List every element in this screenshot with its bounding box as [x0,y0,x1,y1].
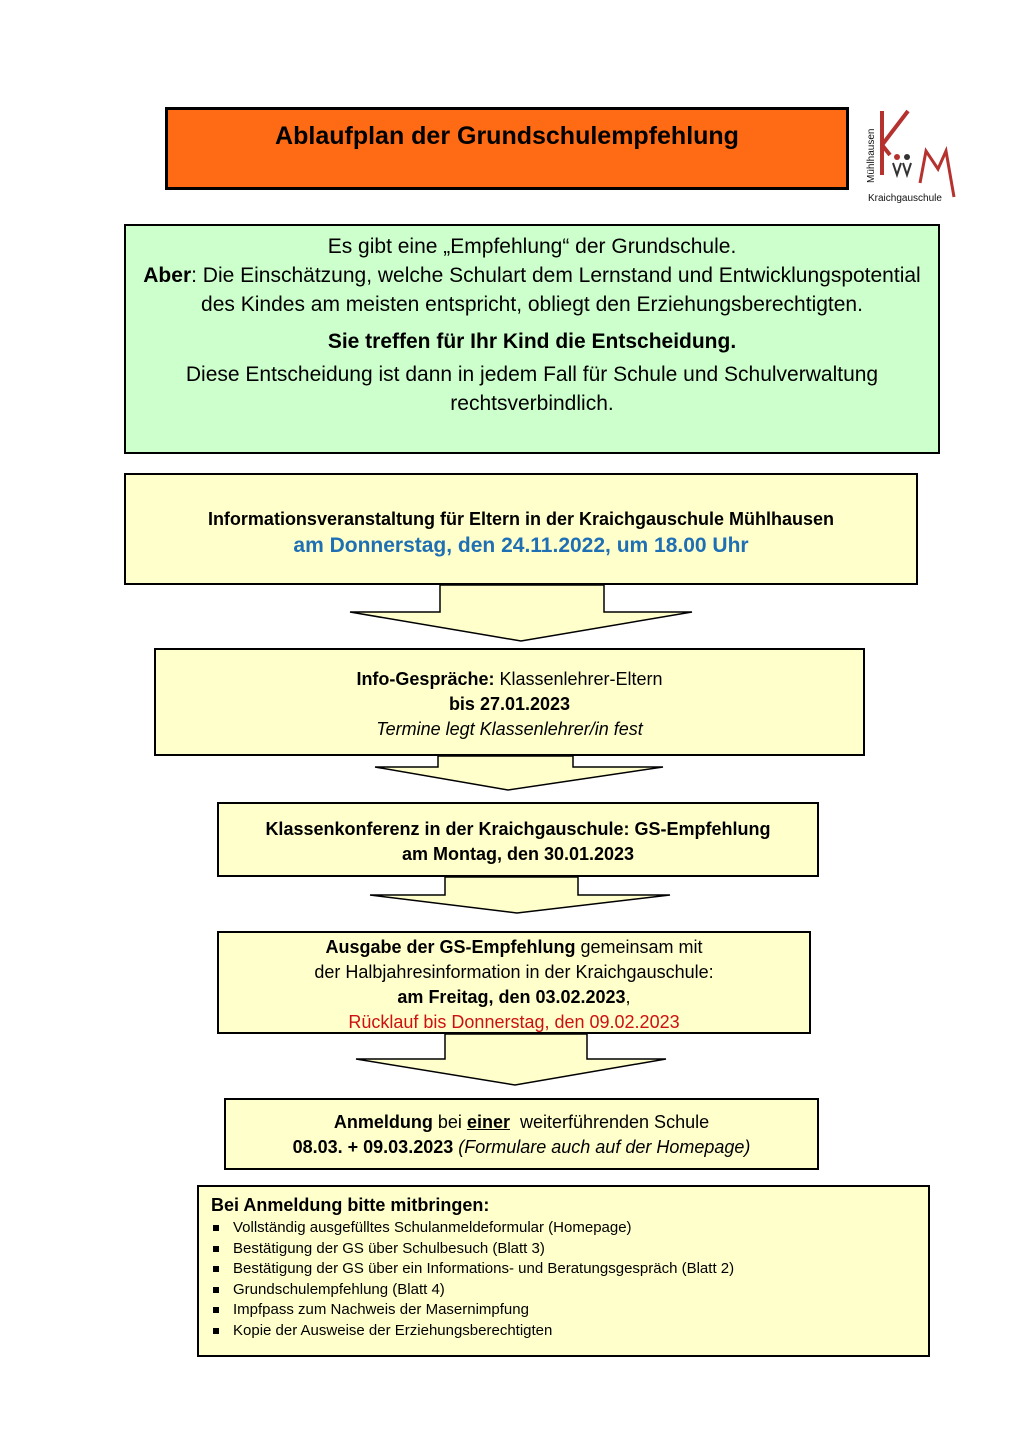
ausgabe-box [217,931,811,1034]
ausgabe-line1 [219,935,809,960]
bring-list [211,1218,916,1341]
info-gespraeche-box [154,648,865,756]
bring-list-heading: Bei Anmeldung bitte mitbringen: [211,1195,490,1215]
gespraeche-line1 [156,667,863,692]
anmeldung-line2 [226,1135,817,1160]
arrow-2 [375,756,663,790]
anmeldung-rest: weiterführenden Schule [509,1112,710,1132]
info-event-title: Informationsveranstaltung für Eltern in der Kraichgauschule Mühlhausen [207,509,835,529]
anmeldung-label: Anmeldung [333,1112,433,1132]
square-bullet-icon [213,1328,219,1334]
square-bullet-icon [213,1225,219,1231]
title-text: Ablaufplan der Grundschulempfehlung [275,122,739,150]
logo-vertical-text: Mühlhausen [866,128,877,183]
anmeldung-box [224,1098,819,1170]
intro-box [124,224,940,454]
arrow-3 [370,877,670,913]
ausgabe-line2: der Halbjahresinformation in der Kraichgauschule: [314,962,714,982]
konferenz-title: Klassenkonferenz in der Kraichgauschule: GS-Empfehlung [265,819,771,839]
logo-m-mark [920,151,954,197]
gespraeche-label: Info-Gespräche: [356,669,495,689]
intro-aber [126,261,938,319]
aber-label: Aber [143,264,192,287]
arrow-4 [356,1034,666,1085]
school-logo [860,103,960,205]
list-item: Bestätigung der GS über ein Informations- und Beratungsgespräch (Blatt 2) [211,1259,916,1280]
square-bullet-icon [213,1287,219,1293]
anmeldung-mid: bei [432,1112,467,1132]
intro-binding: Diese Entscheidung ist dann in jedem Fall für Schule und Schulverwaltung rechtsverbindlich. [185,363,879,415]
ausgabe-date-line [219,985,809,1010]
gespraeche-until: bis 27.01.2023 [448,694,571,714]
list-item: Grundschulempfehlung (Blatt 4) [211,1280,916,1301]
anmeldung-note: (Formulare auch auf der Homepage) [453,1137,751,1157]
arrow-1 [350,585,692,641]
gespraeche-note: Termine legt Klassenlehrer/in fest [376,719,643,739]
intro-decision: Sie treffen für Ihr Kind die Entscheidung. [327,330,737,353]
klassenkonferenz-box [217,802,819,877]
list-item: Bestätigung der GS über Schulbesuch (Blatt 3) [211,1239,916,1260]
ausgabe-date: am Freitag, den 03.02.2023 [397,987,626,1007]
bring-list-box [197,1185,930,1357]
aber-text: : Die Einschätzung, welche Schulart dem Lernstand und Entwicklungspotential des Kindes am meisten entspricht, obliegt den Erziehungsberechtigten. [191,264,921,316]
ausgabe-label: Ausgabe der GS-Empfehlung [325,937,576,957]
intro-line1: Es gibt eine „Empfehlung“ der Grundschule. [327,235,737,258]
info-event-date: am Donnerstag, den 24.11.2022, um 18.00 Uhr [293,534,749,557]
gespraeche-participants: Klassenlehrer-Eltern [494,669,663,689]
ausgabe-return: Rücklauf bis Donnerstag, den 09.02.2023 [348,1012,680,1032]
ausgabe-line1-rest: gemeinsam mit [575,937,703,957]
ausgabe-date-suffix: , [625,987,631,1007]
list-item: Vollständig ausgefülltes Schulanmeldeformular (Homepage) [211,1218,916,1239]
anmeldung-line1 [226,1110,817,1135]
page-title [165,107,849,190]
anmeldung-dates: 08.03. + 09.03.2023 [292,1137,454,1157]
info-event-box [124,473,918,585]
square-bullet-icon [213,1266,219,1272]
konferenz-date: am Montag, den 30.01.2023 [401,844,635,864]
logo-bottom-text: Kraichgauschule [868,193,942,204]
square-bullet-icon [213,1307,219,1313]
square-bullet-icon [213,1246,219,1252]
list-item: Impfpass zum Nachweis der Masernimpfung [211,1300,916,1321]
list-item: Kopie der Ausweise der Erziehungsberechtigten [211,1321,916,1342]
anmeldung-einer: einer [466,1112,510,1132]
